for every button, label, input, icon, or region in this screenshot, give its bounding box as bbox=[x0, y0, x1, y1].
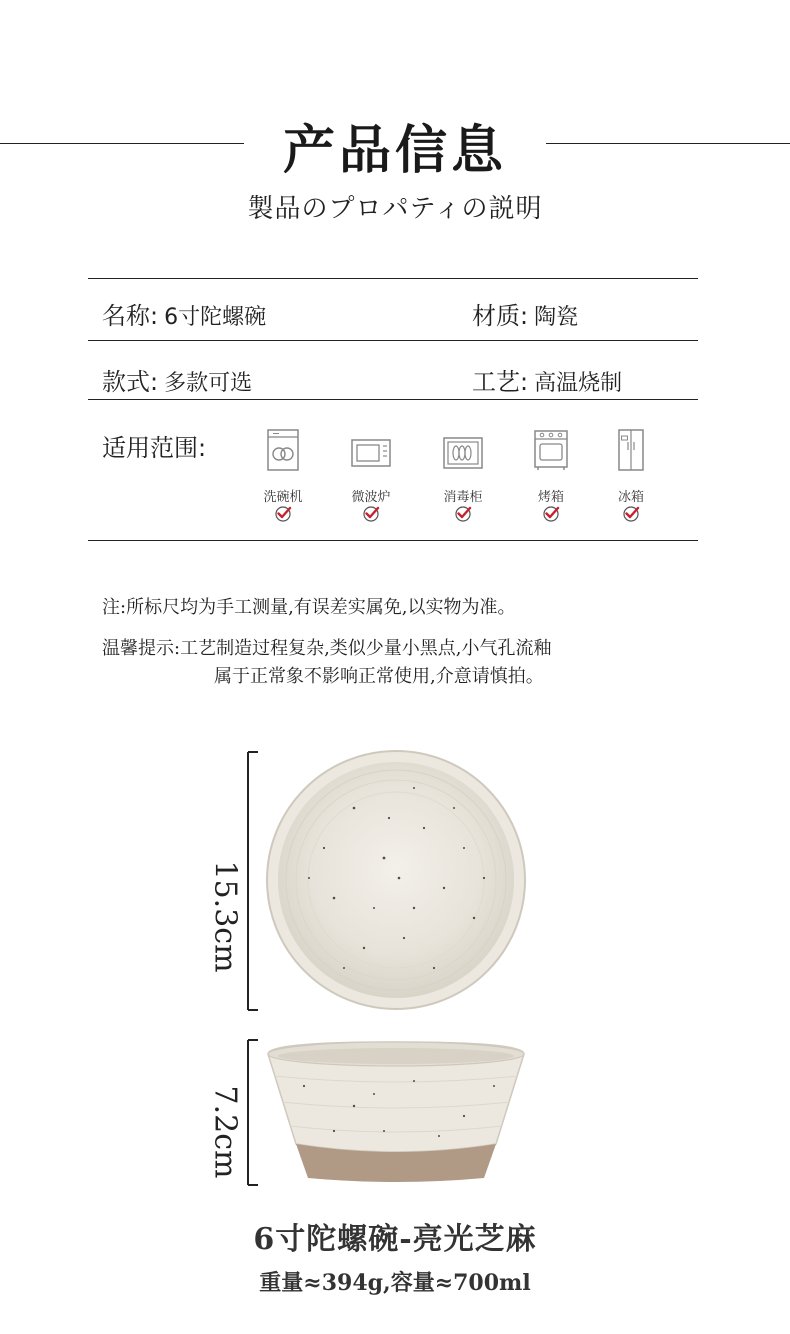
table-rule-3 bbox=[88, 399, 698, 400]
appliance-label: 消毒柜 bbox=[443, 490, 483, 505]
check-icon bbox=[274, 505, 292, 523]
appliance-label: 洗碗机 bbox=[263, 490, 303, 505]
appliance-microwave bbox=[336, 428, 406, 523]
tip-line-2: 属于正常象不影响正常使用,介意请慎拍。 bbox=[214, 666, 544, 687]
spec-craft-label: 工艺: bbox=[472, 368, 529, 396]
height-label: 7.2cm bbox=[207, 1085, 243, 1179]
bowl-side-view bbox=[264, 1036, 528, 1186]
measurement-note: 注:所标尺均为手工测量,有误差实属免,以实物为准。 bbox=[102, 597, 516, 618]
spec-craft-value: 高温烧制 bbox=[534, 371, 623, 396]
product-weight-capacity: 重量≈394g,容量≈700ml bbox=[259, 1270, 531, 1296]
sterilizer-icon bbox=[442, 428, 484, 472]
page-title: 产品信息 bbox=[282, 120, 507, 181]
table-rule-bottom bbox=[88, 540, 698, 541]
fridge-icon bbox=[616, 428, 646, 472]
check-icon bbox=[542, 505, 560, 523]
appliance-label: 冰箱 bbox=[617, 490, 644, 505]
spec-style-label: 款式: bbox=[102, 368, 159, 396]
appliance-oven bbox=[516, 428, 586, 523]
bowl-top-view bbox=[264, 748, 528, 1012]
appliance-label: 微波炉 bbox=[351, 490, 391, 505]
appliance-fridge bbox=[596, 428, 666, 523]
diameter-label: 15.3cm bbox=[207, 860, 243, 973]
spec-material bbox=[472, 296, 578, 331]
appliance-label: 烤箱 bbox=[537, 490, 564, 505]
diameter-bracket bbox=[244, 750, 260, 1012]
table-rule-2 bbox=[88, 340, 698, 341]
oven-icon bbox=[532, 428, 570, 472]
tip-line-1: 温馨提示:工艺制造过程复杂,类似少量小黑点,小气孔流釉 bbox=[102, 638, 552, 659]
product-name: 6寸陀螺碗-亮光芝麻 bbox=[253, 1222, 537, 1257]
check-icon bbox=[362, 505, 380, 523]
spec-craft bbox=[472, 362, 622, 397]
spec-material-label: 材质: bbox=[472, 302, 529, 330]
check-icon bbox=[454, 505, 472, 523]
appliance-sterilizer bbox=[428, 428, 498, 523]
dishwasher-icon bbox=[265, 428, 301, 472]
spec-material-value: 陶瓷 bbox=[534, 305, 579, 330]
spec-usage-label: 适用范围: bbox=[102, 434, 207, 462]
check-icon bbox=[622, 505, 640, 523]
microwave-icon bbox=[350, 428, 392, 472]
appliance-dishwasher bbox=[248, 428, 318, 523]
spec-style-value: 多款可选 bbox=[164, 371, 253, 396]
page-subtitle: 製品のプロパティの説明 bbox=[247, 194, 543, 224]
table-rule-top bbox=[88, 278, 698, 279]
spec-name bbox=[102, 296, 266, 331]
spec-name-value: 6寸陀螺碗 bbox=[164, 305, 267, 330]
spec-style bbox=[102, 362, 252, 397]
spec-name-label: 名称: bbox=[102, 302, 159, 330]
height-bracket bbox=[244, 1038, 260, 1188]
